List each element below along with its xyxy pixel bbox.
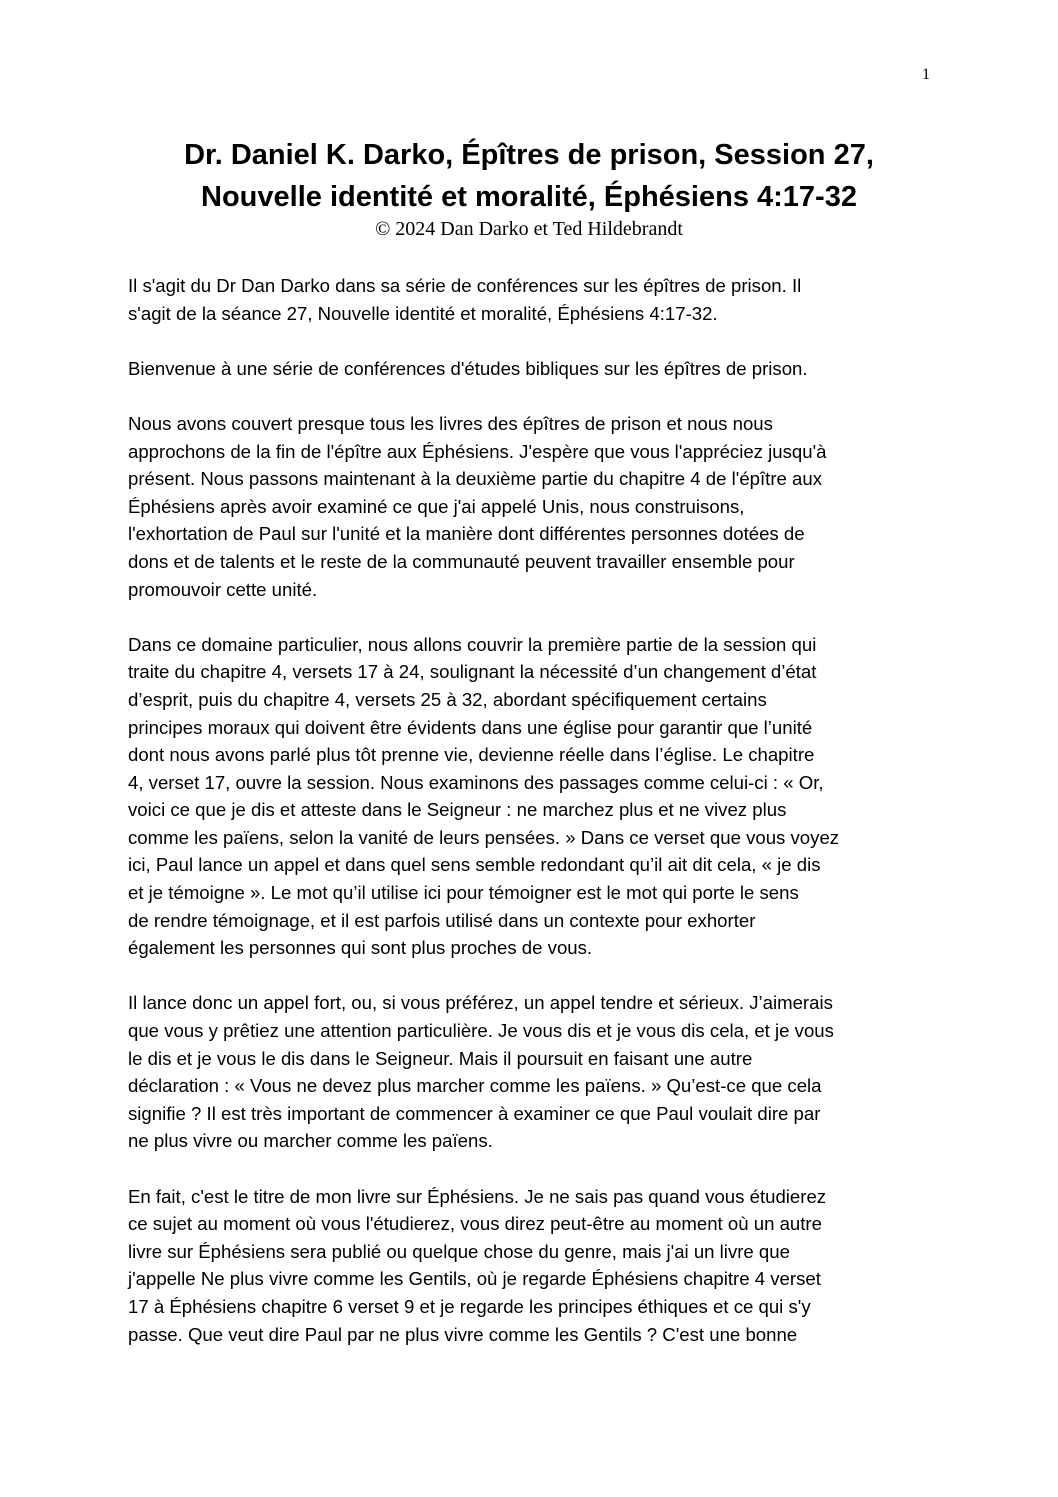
text-line: Éphésiens après avoir examiné ce que j'ai appelé Unis, nous construisons,	[128, 495, 745, 517]
text-line: Nous avons couvert presque tous les livres des épîtres de prison et nous nous	[128, 412, 773, 434]
text-line: ici, Paul lance un appel et dans quel sens semble redondant qu’il ait dit cela, « je dis	[128, 854, 821, 876]
text-line: En fait, c'est le titre de mon livre sur Éphésiens. Je ne sais pas quand vous étudierez	[128, 1185, 827, 1207]
paragraph-intro	[128, 272, 948, 327]
text-line: livre sur Éphésiens sera publié ou quelque chose du genre, mais j'ai un livre que	[128, 1240, 790, 1262]
page-number: 1	[922, 66, 930, 83]
text-line: que vous y prêtiez une attention particulière. Je vous dis et je vous dis cela, et je vous	[128, 1020, 834, 1042]
text-line: s'agit de la séance 27, Nouvelle identité et moralité, Éphésiens 4:17-32.	[128, 302, 718, 324]
text-line: comme les païens, selon la vanité de leurs pensées. » Dans ce verset que vous voyez	[128, 826, 840, 848]
text-line: voici ce que je dis et atteste dans le Seigneur : ne marchez plus et ne vivez plus	[128, 799, 787, 821]
paragraph	[128, 410, 948, 603]
document-title-line-1: Dr. Daniel K. Darko, Épîtres de prison, Session 27,	[184, 139, 874, 171]
text-line: le dis et je vous le dis dans le Seigneur. Mais il poursuit en faisant une autre	[128, 1047, 753, 1069]
paragraph-welcome	[128, 355, 948, 383]
text-line: approchons de la fin de l'épître aux Éphésiens. J'espère que vous l'appréciez jusqu'à	[128, 440, 827, 462]
text-line: Dans ce domaine particulier, nous allons couvrir la première partie de la session qui	[128, 633, 817, 655]
text-line: 17 à Éphésiens chapitre 6 verset 9 et je regarde les principes éthiques et ce qui s'y	[128, 1295, 811, 1317]
copyright-notice: © 2024 Dan Darko et Ted Hildebrandt	[375, 218, 683, 240]
text-line: promouvoir cette unité.	[128, 578, 318, 600]
text-line: Il s'agit du Dr Dan Darko dans sa série de conférences sur les épîtres de prison. Il	[128, 275, 802, 296]
paragraph	[128, 631, 948, 962]
text-line: de rendre témoignage, et il est parfois utilisé dans un contexte pour exhorter	[128, 909, 756, 931]
text-line: et je témoigne ». Le mot qu’il utilise ici pour témoigner est le mot qui porte le sens	[128, 882, 799, 904]
text-line: passe. Que veut dire Paul par ne plus vivre comme les Gentils ? C'est une bonne	[128, 1323, 798, 1345]
paragraph	[128, 989, 948, 1155]
text-line: signifie ? Il est très important de commencer à examiner ce que Paul voulait dire par	[128, 1102, 821, 1124]
text-line: Il lance donc un appel fort, ou, si vous préférez, un appel tendre et sérieux. J’aimerais	[128, 992, 833, 1014]
text-line: présent. Nous passons maintenant à la deuxième partie du chapitre 4 de l'épître aux	[128, 468, 823, 490]
text-line: ne plus vivre ou marcher comme les païens.	[128, 1130, 493, 1152]
text-line: traite du chapitre 4, versets 17 à 24, soulignant la nécessité d’un changement d’état	[128, 661, 817, 683]
text-line: 4, verset 17, ouvre la session. Nous examinons des passages comme celui-ci : « Or,	[128, 771, 824, 793]
document-title-line-2: Nouvelle identité et moralité, Éphésiens 4:17-32	[201, 181, 857, 213]
text-line: déclaration : « Vous ne devez plus marcher comme les païens. » Qu’est-ce que cela	[128, 1075, 822, 1097]
text-line: principes moraux qui doivent être évidents dans une église pour garantir que l’unité	[128, 716, 813, 738]
text-line: j'appelle Ne plus vivre comme les Gentils, où je regarde Éphésiens chapitre 4 verset	[128, 1268, 821, 1290]
text-line: l'exhortation de Paul sur l'unité et la manière dont différentes personnes dotées de	[128, 523, 805, 545]
document-header	[100, 134, 958, 240]
text-line: ce sujet au moment où vous l'étudierez, vous direz peut-être au moment où un autre	[128, 1213, 822, 1235]
paragraph	[128, 1183, 948, 1349]
text-line: Bienvenue à une série de conférences d'études bibliques sur les épîtres de prison.	[128, 357, 808, 379]
text-line: dons et de talents et le reste de la communauté peuvent travailler ensemble pour	[128, 550, 795, 572]
text-line: d’esprit, puis du chapitre 4, versets 25 à 32, abordant spécifiquement certains	[128, 688, 767, 710]
text-line: dont nous avons parlé plus tôt prenne vie, devienne réelle dans l’église. Le chapitre	[128, 744, 815, 766]
document-body	[128, 272, 948, 1376]
text-line: également les personnes qui sont plus proches de vous.	[128, 937, 593, 959]
